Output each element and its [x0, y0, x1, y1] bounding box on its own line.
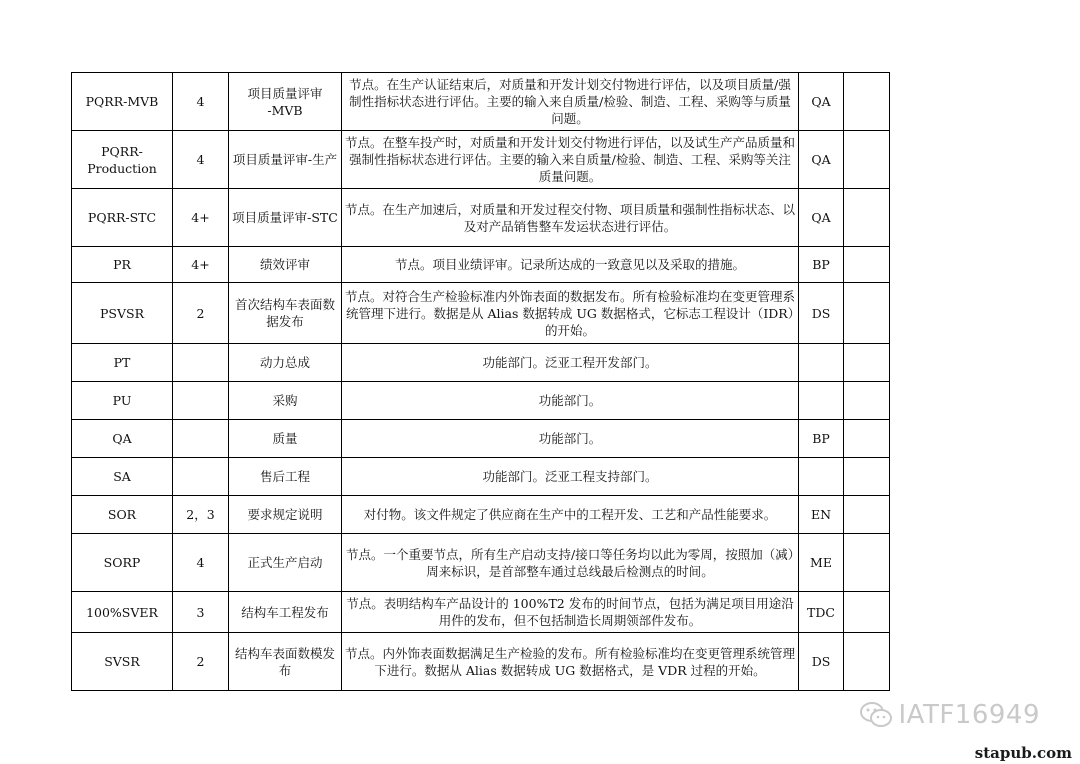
cell-phase — [173, 458, 229, 496]
cell-abbr: PT — [72, 344, 173, 382]
table-row — [72, 420, 890, 458]
cell-abbr: PQRR-MVB — [72, 73, 173, 131]
glossary-table — [71, 72, 890, 691]
cell-name: 售后工程 — [229, 458, 342, 496]
watermark — [859, 700, 1040, 730]
cell-note — [844, 420, 890, 458]
table-row — [72, 131, 890, 189]
cell-name: 要求规定说明 — [229, 496, 342, 534]
cell-name: 动力总成 — [229, 344, 342, 382]
cell-phase — [173, 420, 229, 458]
cell-name: 绩效评审 — [229, 247, 342, 283]
cell-phase: 2，3 — [173, 496, 229, 534]
cell-dept: BP — [799, 247, 844, 283]
cell-phase — [173, 382, 229, 420]
cell-note — [844, 283, 890, 344]
cell-abbr: PSVSR — [72, 283, 173, 344]
table-row — [72, 592, 890, 633]
cell-abbr: SOR — [72, 496, 173, 534]
cell-name: 项目质量评审 -MVB — [229, 73, 342, 131]
cell-dept — [799, 458, 844, 496]
cell-name: 结构车工程发布 — [229, 592, 342, 633]
cell-desc: 节点。一个重要节点，所有生产启动支持/接口等任务均以此为零周，按照加（减）周来标识，是首部整车通过总线最后检测点的时间。 — [342, 534, 799, 592]
cell-name: 项目质量评审-生产 — [229, 131, 342, 189]
cell-desc: 功能部门。 — [342, 420, 799, 458]
cell-note — [844, 496, 890, 534]
table-row — [72, 496, 890, 534]
cell-phase: 4+ — [173, 189, 229, 247]
cell-name: 项目质量评审-STC — [229, 189, 342, 247]
cell-note — [844, 344, 890, 382]
cell-desc: 节点。在生产认证结束后，对质量和开发计划交付物进行评估，以及项目质量/强制性指标状态进行评估。主要的输入来自质量/检验、制造、工程、采购等与质量问题。 — [342, 73, 799, 131]
cell-phase — [173, 344, 229, 382]
cell-note — [844, 247, 890, 283]
cell-phase: 2 — [173, 283, 229, 344]
cell-desc: 对付物。该文件规定了供应商在生产中的工程开发、工艺和产品性能要求。 — [342, 496, 799, 534]
cell-phase: 4 — [173, 131, 229, 189]
cell-abbr: PQRR-Production — [72, 131, 173, 189]
cell-name: 采购 — [229, 382, 342, 420]
table-row — [72, 189, 890, 247]
wechat-icon — [859, 701, 893, 729]
cell-dept: EN — [799, 496, 844, 534]
cell-note — [844, 592, 890, 633]
cell-desc: 功能部门。泛亚工程开发部门。 — [342, 344, 799, 382]
cell-desc: 节点。在整车投产时，对质量和开发计划交付物进行评估，以及试生产产品质量和强制性指标状态进行评估。主要的输入来自质量/检验、制造、工程、采购等关注质量问题。 — [342, 131, 799, 189]
table-row — [72, 534, 890, 592]
cell-dept: DS — [799, 283, 844, 344]
cell-note — [844, 73, 890, 131]
cell-abbr: SVSR — [72, 633, 173, 691]
cell-note — [844, 131, 890, 189]
cell-name: 正式生产启动 — [229, 534, 342, 592]
cell-desc: 功能部门。 — [342, 382, 799, 420]
watermark-text: IATF16949 — [898, 700, 1040, 730]
cell-desc: 节点。项目业绩评审。记录所达成的一致意见以及采取的措施。 — [342, 247, 799, 283]
cell-dept: QA — [799, 189, 844, 247]
cell-abbr: SORP — [72, 534, 173, 592]
cell-dept: TDC — [799, 592, 844, 633]
cell-abbr: PQRR-STC — [72, 189, 173, 247]
cell-name: 结构车表面数模发布 — [229, 633, 342, 691]
cell-desc: 节点。内外饰表面数据满足生产检验的发布。所有检验标准均在变更管理系统管理下进行。数据从 Alias 数据转成 UG 数据格式，是 VDR 过程的开始。 — [342, 633, 799, 691]
cell-abbr: 100%SVER — [72, 592, 173, 633]
cell-phase: 4+ — [173, 247, 229, 283]
table-row — [72, 458, 890, 496]
cell-dept — [799, 344, 844, 382]
table-row — [72, 382, 890, 420]
cell-desc: 节点。在生产加速后，对质量和开发过程交付物、项目质量和强制性指标状态、以及对产品销售整车发运状态进行评估。 — [342, 189, 799, 247]
cell-note — [844, 189, 890, 247]
table-row — [72, 283, 890, 344]
cell-abbr: PU — [72, 382, 173, 420]
cell-desc: 节点。对符合生产检验标准内外饰表面的数据发布。所有检验标准均在变更管理系统管理下进行。数据是从 Alias 数据转成 UG 数据格式，它标志工程设计（IDR）的开始。 — [342, 283, 799, 344]
cell-phase: 4 — [173, 73, 229, 131]
table-row — [72, 73, 890, 131]
cell-dept: DS — [799, 633, 844, 691]
table-row — [72, 344, 890, 382]
cell-phase: 2 — [173, 633, 229, 691]
cell-note — [844, 458, 890, 496]
table-row — [72, 633, 890, 691]
cell-note — [844, 534, 890, 592]
cell-dept: BP — [799, 420, 844, 458]
cell-desc: 节点。表明结构车产品设计的 100%T2 发布的时间节点，包括为满足项目用途沿用件的发布，但不包括制造长周期领部件发布。 — [342, 592, 799, 633]
cell-abbr: PR — [72, 247, 173, 283]
cell-phase: 3 — [173, 592, 229, 633]
cell-note — [844, 382, 890, 420]
cell-note — [844, 633, 890, 691]
cell-phase: 4 — [173, 534, 229, 592]
cell-dept — [799, 382, 844, 420]
cell-name: 首次结构车表面数据发布 — [229, 283, 342, 344]
cell-abbr: SA — [72, 458, 173, 496]
cell-abbr: QA — [72, 420, 173, 458]
cell-dept: QA — [799, 131, 844, 189]
site-label: stapub.com — [974, 744, 1072, 762]
table-row — [72, 247, 890, 283]
cell-dept: ME — [799, 534, 844, 592]
cell-desc: 功能部门。泛亚工程支持部门。 — [342, 458, 799, 496]
cell-name: 质量 — [229, 420, 342, 458]
cell-dept: QA — [799, 73, 844, 131]
